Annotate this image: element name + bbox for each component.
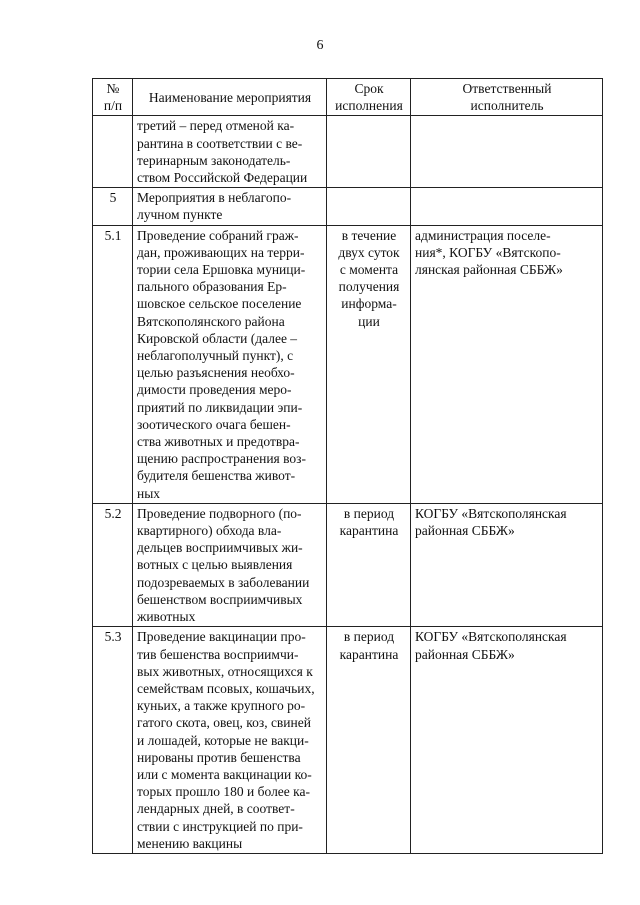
- text-line: тив бешенства восприимчи-: [137, 646, 299, 662]
- text-line: вотных с целью выявления: [137, 557, 293, 573]
- text-line: или с момента вакцинации ко-: [137, 766, 312, 782]
- text-line: вых животных, относящихся к: [137, 663, 313, 679]
- text-line: Наименование мероприятия: [148, 89, 312, 105]
- text-line: КОГБУ «Вятскополянская: [415, 505, 567, 521]
- text-line: Кировской области (далее –: [137, 330, 298, 346]
- header-num: [93, 79, 133, 116]
- text-line: куньих, а также крупного ро-: [137, 698, 306, 714]
- table-row: [93, 188, 603, 225]
- text-line: двух суток: [338, 244, 400, 260]
- text-line: получения: [338, 279, 400, 295]
- text-line: менению вакцины: [137, 835, 243, 851]
- text-line: ства животных и предотвра-: [137, 434, 300, 450]
- text-line: в течение: [341, 227, 397, 243]
- row-term: [327, 116, 411, 188]
- text-line: ством Российской Федерации: [137, 170, 308, 186]
- row-responsible: [411, 627, 603, 854]
- header-name: [133, 79, 327, 116]
- header-term: [327, 79, 411, 116]
- row-responsible: [411, 116, 603, 188]
- text-line: животных: [137, 609, 196, 625]
- text-line: Проведение собраний граж-: [137, 227, 299, 243]
- text-line: третий – перед отменой ка-: [137, 118, 295, 134]
- text-line: лянская районная СББЖ»: [415, 262, 563, 278]
- text-line: ния*, КОГБУ «Вятскопо-: [415, 244, 561, 260]
- row-name: [133, 188, 327, 225]
- row-term: [327, 503, 411, 626]
- text-line: целью разъяснения необхо-: [137, 365, 295, 381]
- text-line: в период: [343, 629, 395, 645]
- text-line: карантина: [339, 523, 399, 539]
- row-term: [327, 627, 411, 854]
- text-line: ствии с инструкцией по при-: [137, 818, 303, 834]
- text-line: администрация поселе-: [415, 227, 551, 243]
- text-line: шовское сельское поселение: [137, 296, 302, 312]
- text-line: исполнитель: [470, 98, 544, 114]
- table-header-row: [93, 79, 603, 116]
- text-line: информа-: [341, 296, 397, 312]
- text-line: рантина в соответствии с ве-: [137, 135, 303, 151]
- header-responsible: [411, 79, 603, 116]
- table-row: [93, 503, 603, 626]
- text-line: пального образования Ер-: [137, 279, 287, 295]
- text-line: Проведение вакцинации про-: [137, 629, 306, 645]
- text-line: квартирного) обхода вла-: [137, 523, 282, 539]
- events-table: [92, 78, 603, 854]
- text-line: гатого скота, овец, коз, свиней: [137, 715, 311, 731]
- row-name: [133, 627, 327, 854]
- row-term: [327, 225, 411, 503]
- text-line: Срок: [354, 81, 384, 96]
- text-line: ных: [137, 485, 161, 501]
- text-line: теринарным законодатель-: [137, 152, 291, 168]
- text-line: и лошадей, которые не вакци-: [137, 732, 309, 748]
- text-line: карантина: [339, 646, 399, 662]
- table-row: [93, 627, 603, 854]
- text-line: лендарных дней, в соответ-: [137, 801, 295, 817]
- page-number: 6: [316, 38, 324, 53]
- text-line: Мероприятия в неблагопо-: [137, 190, 292, 206]
- text-line: с момента: [339, 262, 399, 278]
- text-line: неблагополучный пункт), с: [137, 348, 294, 364]
- row-num: 5.1: [93, 225, 133, 503]
- row-name: [133, 503, 327, 626]
- row-term: [327, 188, 411, 225]
- table-row: [93, 225, 603, 503]
- text-line: дельцев восприимчивых жи-: [137, 540, 303, 556]
- text-line: Вятскополянского района: [137, 313, 285, 329]
- row-num: [93, 116, 133, 188]
- row-responsible: [411, 225, 603, 503]
- text-line: приятий по ликвидации эпи-: [137, 399, 303, 415]
- text-line: семействам псовых, кошачьих,: [137, 680, 315, 696]
- row-name: [133, 225, 327, 503]
- text-line: №: [106, 81, 120, 96]
- row-responsible: [411, 188, 603, 225]
- row-name: [133, 116, 327, 188]
- text-line: Проведение подворного (по-: [137, 505, 302, 521]
- text-line: п/п: [103, 98, 123, 114]
- text-line: димости проведения меро-: [137, 382, 292, 398]
- row-responsible: [411, 503, 603, 626]
- text-line: щению распространения воз-: [137, 451, 307, 467]
- row-num: 5.3: [93, 627, 133, 854]
- text-line: лучном пункте: [137, 207, 223, 223]
- text-line: районная СББЖ»: [415, 646, 515, 662]
- text-line: Ответственный: [462, 81, 552, 96]
- row-num: 5: [93, 188, 133, 225]
- text-line: КОГБУ «Вятскополянская: [415, 629, 567, 645]
- text-line: в период: [343, 505, 395, 521]
- table-row: [93, 116, 603, 188]
- row-num: 5.2: [93, 503, 133, 626]
- text-line: районная СББЖ»: [415, 523, 515, 539]
- text-line: бешенством восприимчивых: [137, 591, 303, 607]
- text-line: будителя бешенства живот-: [137, 468, 296, 484]
- text-line: исполнения: [335, 98, 403, 114]
- text-line: зоотического очага бешен-: [137, 416, 291, 432]
- text-line: ции: [358, 313, 380, 329]
- text-line: дан, проживающих на терри-: [137, 244, 305, 260]
- text-line: подозреваемых в заболевании: [137, 574, 310, 590]
- text-line: торых прошло 180 и более ка-: [137, 784, 311, 800]
- text-line: нированы против бешенства: [137, 749, 301, 765]
- text-line: тории села Ершовка муници-: [137, 262, 306, 278]
